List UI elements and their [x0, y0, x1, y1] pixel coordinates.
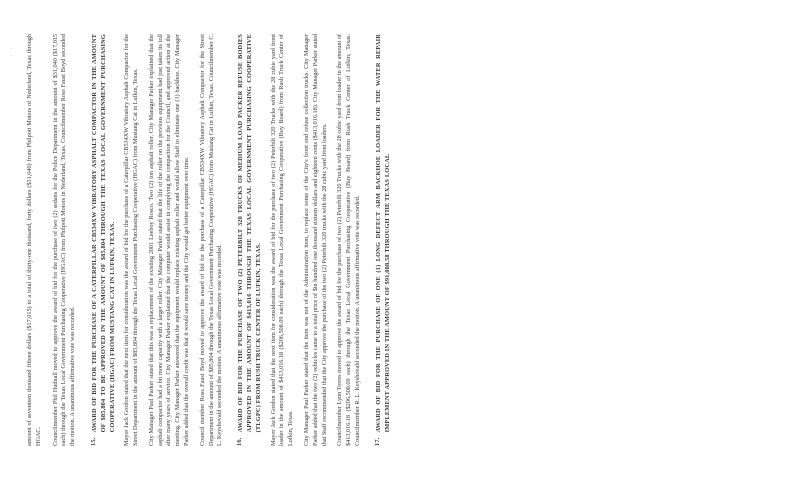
agenda-item-15-paragraph-2: City Manager Paul Parker stated that this was a replacement of the existing 2001 Leeboy Rosco. Two (2) ton asphalt roller. City Manager Parker explained that the asphalt compactor had a bit more capacity with a larger roller. City Manager Parker stated that the life of the roller on the previous equipment had just taken its toll after many years of service. City Manager Parker explained that the computer would assist in complying the compaction for the Council, and approved action at the meeting. City Manager Parker answered that the equipment would replace existing asphalt roller and would allow Staff to eliminate one (1) backhoe. City Manager Parker added that the overall credit was that it would save money and the City would get better equipment over time.: [147, 34, 191, 446]
continued-motion-paragraph: Councilmember Phil Hudnall moved to approve the award of bid for the purchase of two (2) sedans for the Police Department in the amount of $31,040 ($17,015 each) through the Texas Local Government Purchasing Cooperative (HGAC) from Philpott Motors in Nederland, Texas. Councilmember Ross Faust Boyd seconded the motion. A unanimous affirmative vote was recorded.: [51, 34, 77, 446]
agenda-item-16-paragraph-1: Mayor Jack Gordon stated that the next item for consideration was the award of bid for the purchase of two (2) Peterbilt 320 Trucks with the 28 cubic yard front loader in the amount of $413,016.18 ($206,508.09 each) through the Texas Local Government Purchasing Cooperative (Buy Board) from Rush Truck Center of Lufkin, Texas.: [269, 34, 295, 446]
agenda-item-17-heading: AWARD OF BID FOR THE PURCHASE OF ONE (1) LONG DEFECT ARM BACKHOE LOADER FOR THE WATER REPAIR IMPLEMENT APPROVED IN THE AMOUNT OF $91,088.58 THROUGH THE TEXAS LOCAL: [374, 34, 391, 433]
agenda-item-15-heading: AWARD OF BID FOR THE PURCHASE OF A CATERPILLAR CB534XW VIBRATORY ASPHALT COMPACTOR IN THE AMOUNT OF $85,804 TO BE APPROVED IN THE AMOUNT OF $85,804 THROUGH THE TEXAS LOCAL GOVERNMENT PURCHASING COOPERATIVE (HGAC) FROM MUSTANG CAT IN LUFKIN, TEXAS.: [90, 34, 117, 433]
agenda-item-16-paragraph-3: Councilmember Lynn Torres moved to approve the award of bid for the purchase of two (2) Peterbilt 320 Trucks with the 28 cubic yard front loader in the amount of $413,016.18 ($206,508.09 each) through the Texas Local Government Purchasing Cooperative (Buy Board) from Rush Truck Center of Lufkin, Texas. Councilmember R. L. Keyshovald seconded the motion. A unanimous affirmative vote was recorded.: [336, 34, 361, 446]
document-body: [26, 34, 392, 446]
page-corner-marks: . .: [9, 46, 14, 56]
agenda-item-15-paragraph-1: Mayor Jack Gordon stated that the next item for consideration was the award of bid for the purchase of a Caterpillar CB534XW Vibratory Asphalt Compactor for the Street Department in the amount of $85,804 through the Texas Local Government Purchasing Cooperative (HGAC) from Mustang Cat in Lufkin, Texas.: [123, 34, 140, 446]
agenda-item-15-paragraph-3: Council member Ross Faust Boyd moved to approve the award of bid for the purchase of a Caterpillar CB534XW Vibratory Asphalt Compactor for the Street Department in the amount of $85,804 through the Texas Local Government Purchasing Cooperative (HGAC) from Mustang Cat in Lufkin, Texas. Councilmember C. L. Keyshovald seconded the motion. A unanimous affirmative vote was recorded.: [198, 34, 224, 446]
agenda-item-16-heading: AWARD OF BID FOR THE PURCHASE OF TWO (2) PETERBILT 320 TRUCKS OF MEDIUM LOAD PACKER REFUSE BODIES APPROVED IN THE AMOUNT OF $413,016 THROUGH THE TEXAS LOCAL GOVERNMENT PURCHASING COOPERATIVE (TLGPC) FROM RUSH TRUCK CENTER OF LUFKIN, TEXAS.: [237, 34, 263, 433]
agenda-item-16-paragraph-2: City Manager Paul Parker stated that the item was not of the Administration item, to replace some of the City's front end refuse collection trucks. City Manager Parker added that the two (2) vehicles came to a total price of $in hundred one thousand sixteen dollars and eighteen cents ($413,016.18). City Manager Parker stated that Staff recommended that the City approve the purchase of the two (2) Peterbilt 320 trucks with the 28 cubic yard front loaders.: [302, 34, 328, 446]
continued-paragraph: amount of seventeen thousand fifteen dollars ($17,015) to a total of thirty-one thousand, forty dollars ($31,040) from Philpott Motors of Nederland, Texas through HGAC.: [26, 34, 42, 446]
agenda-item-17-number: 17.: [373, 437, 381, 446]
agenda-item-15-number: 15.: [89, 437, 97, 446]
agenda-item-16-number: 16.: [236, 437, 244, 446]
agenda-item-16: [236, 34, 263, 446]
agenda-item-17: [374, 34, 392, 446]
agenda-item-15: [90, 34, 117, 446]
